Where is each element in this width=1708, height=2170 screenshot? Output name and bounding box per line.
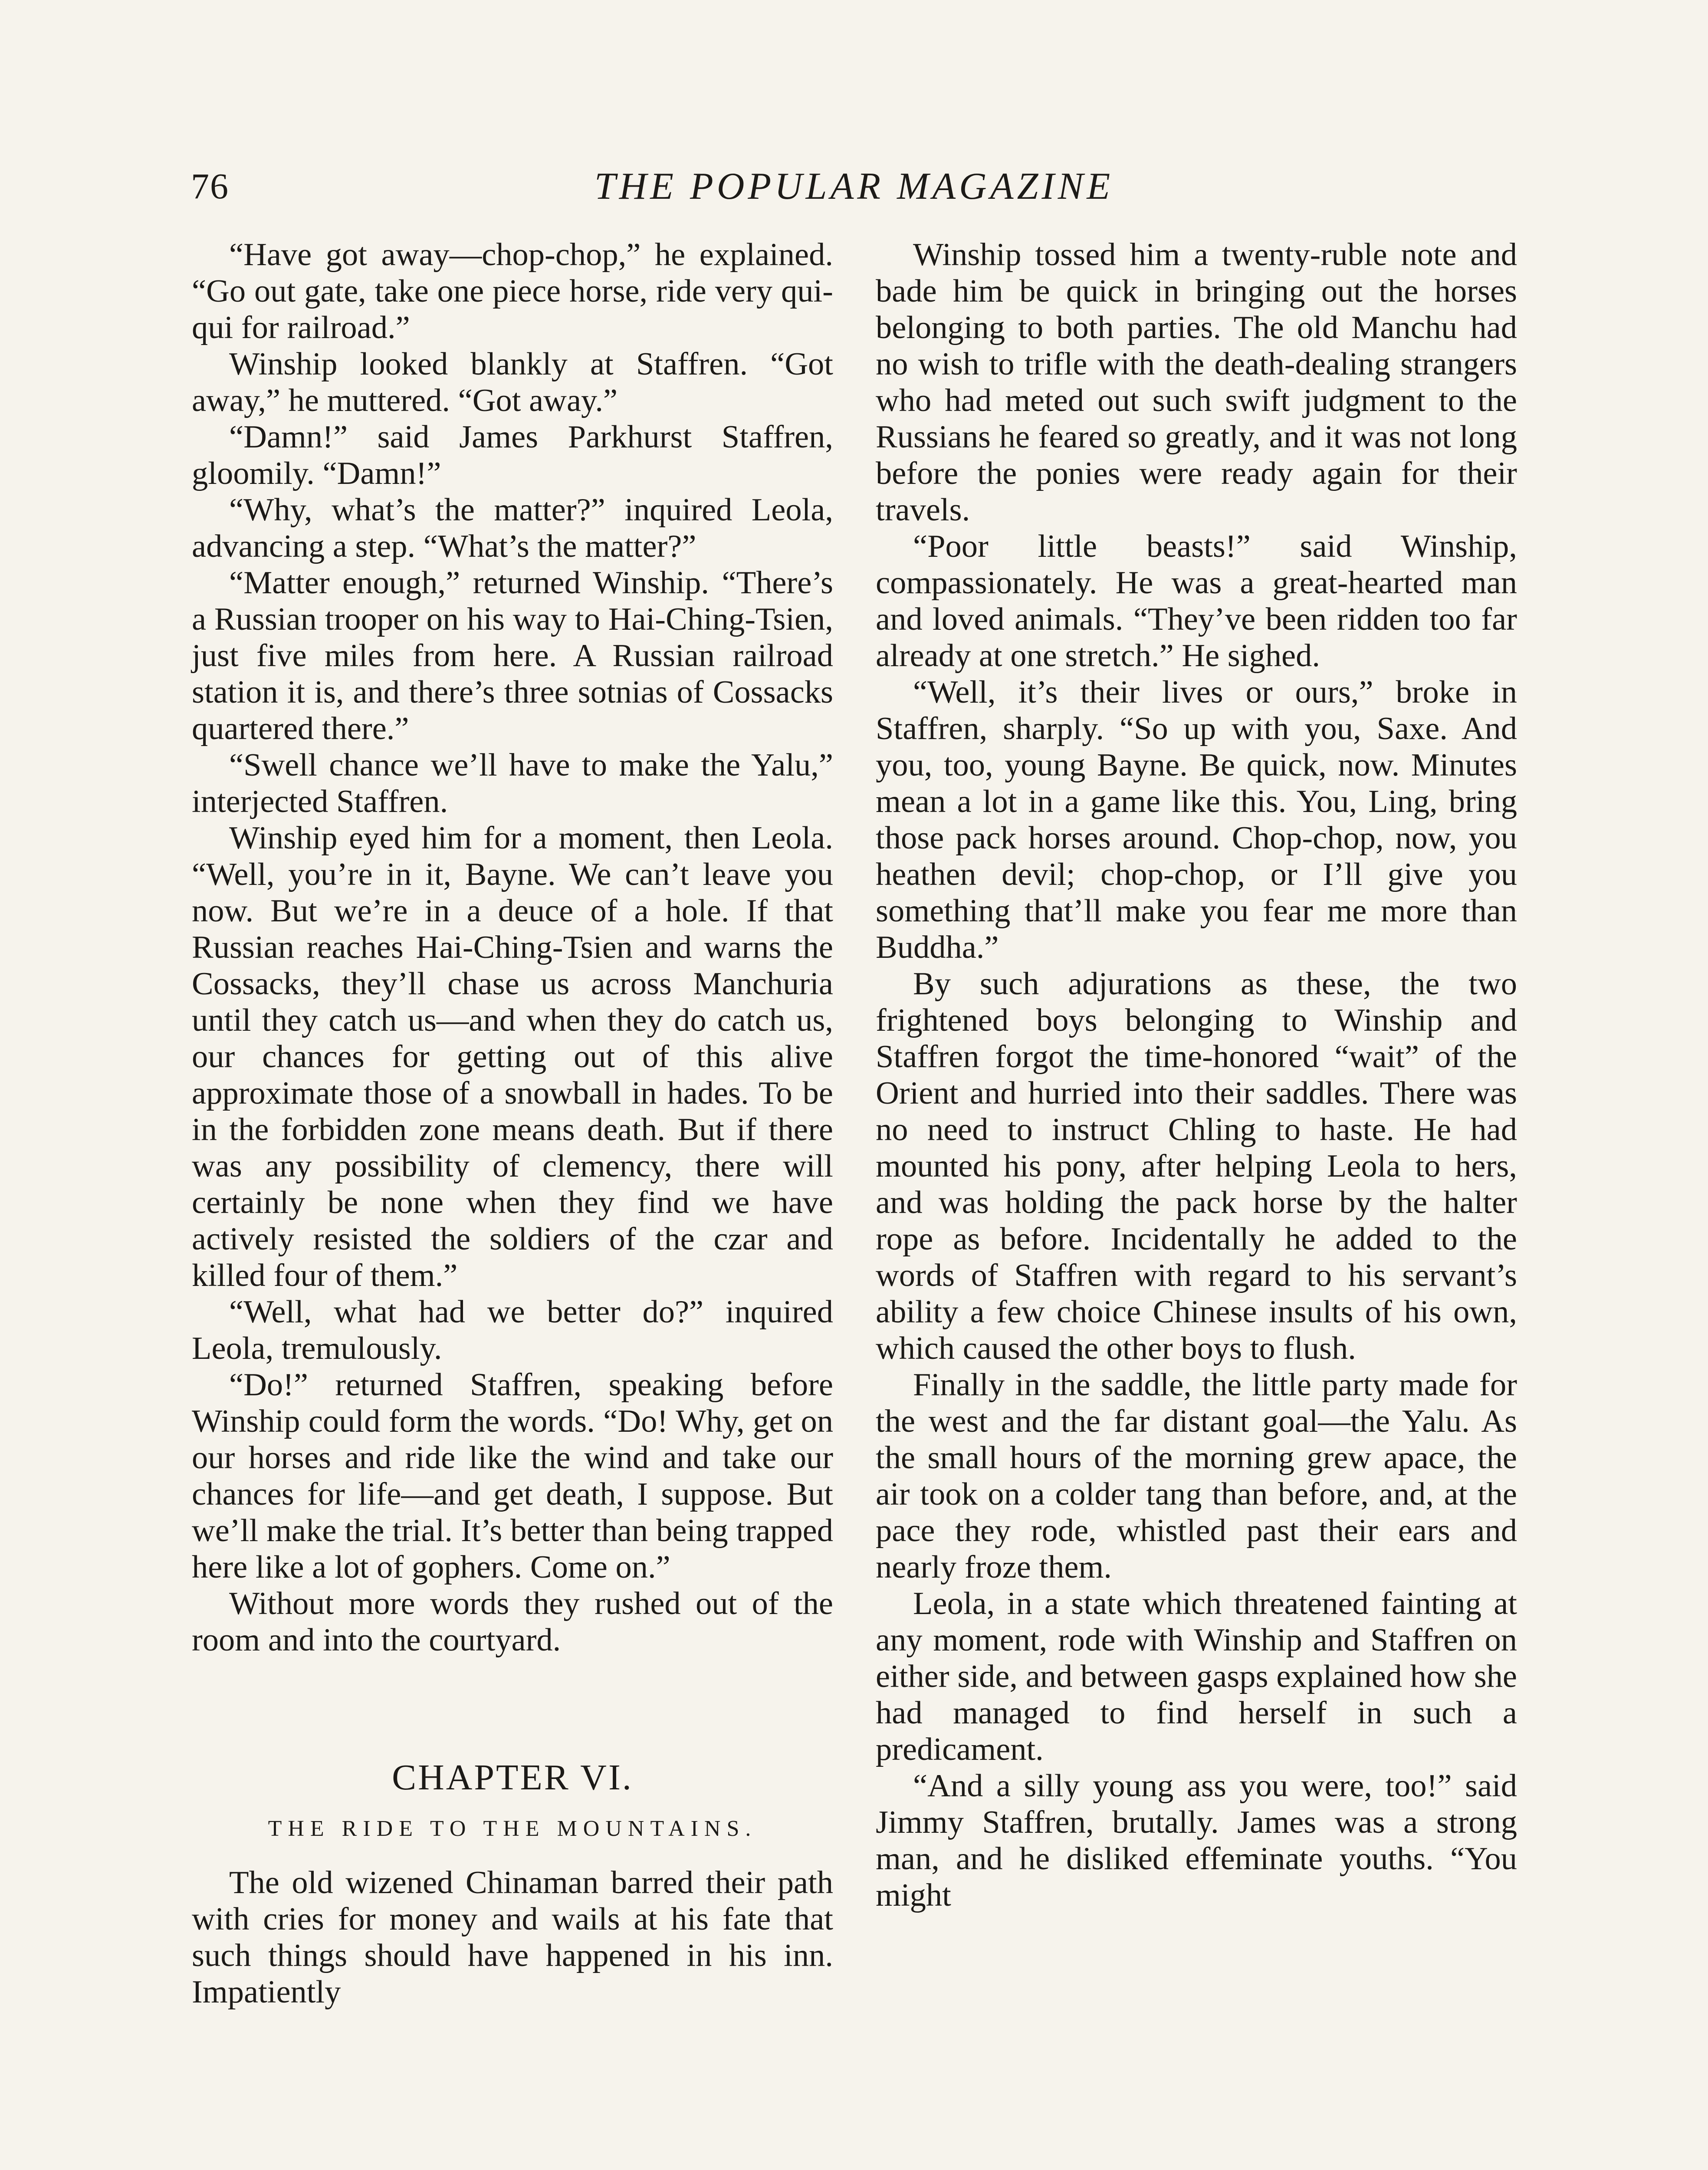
chapter-heading: CHAPTER VI. <box>392 1757 633 1798</box>
left-column <box>192 237 833 2010</box>
paragraph: “Swell chance we’ll have to make the Yalu,” interjected Staffren. <box>192 747 833 819</box>
paragraph: “Why, what’s the matter?” inquired Leola, advancing a step. “What’s the matter?” <box>192 492 833 564</box>
paragraph: “Matter enough,” returned Winship. “There’s a Russian trooper on his way to Hai-Ching-Tsien, just five miles from here. A Russian railroad station it is, and there’s three sotnias of Cossacks quartered there.” <box>192 565 833 746</box>
running-title: THE POPULAR MAGAZINE <box>594 165 1114 207</box>
paragraph: Finally in the saddle, the little party made for the west and the far distant goal—the Yalu. As the small hours of the morning grew apace, the air took on a colder tang than before, and, at the pace they rode, whistled past their ears and nearly froze them. <box>876 1367 1517 1585</box>
paragraph: The old wizened Chinaman barred their path with cries for money and wails at his fate that such things should have happened in his inn. Impatiently <box>192 1865 833 2010</box>
paragraph: Winship tossed him a twenty-ruble note and bade him be quick in bringing out the horses belonging to both parties. The old Manchu had no wish to trifle with the death-dealing strangers who had meted out such swift judgment to the Russians he feared so greatly, and it was not long before the ponies were ready again for their travels. <box>876 237 1517 528</box>
paragraph: Leola, in a state which threatened fainting at any moment, rode with Winship and Staffren on either side, and between gasps explained how she had managed to find herself in such a predicament. <box>876 1586 1517 1767</box>
right-column <box>876 237 1517 1914</box>
paragraph: “And a silly young ass you were, too!” said Jimmy Staffren, brutally. James was a strong man, and he disliked effeminate youths. “You might <box>876 1768 1517 1913</box>
chapter-subtitle: THE RIDE TO THE MOUNTAINS. <box>268 1816 757 1841</box>
paragraph: “Well, it’s their lives or ours,” broke in Staffren, sharply. “So up with you, Saxe. And you, too, young Bayne. Be quick, now. Minutes mean a lot in a game like this. You, Ling, bring those pack horses around. Chop-chop, now, you heathen devil; chop-chop, or I’ll give you something that’ll make you fear me more than Buddha.” <box>876 674 1517 965</box>
paragraph: Winship eyed him for a moment, then Leola. “Well, you’re in it, Bayne. We can’t leave you now. But we’re in a deuce of a hole. If that Russian reaches Hai-Ching-Tsien and warns the Cossacks, they’ll chase us across Manchuria until they catch us—and when they do catch us, our chances for getting out of this alive approximate those of a snowball in hades. To be in the forbidden zone means death. But if there was any possibility of clemency, there will certainly be none when they find we have actively resisted the soldiers of the czar and killed four of them.” <box>192 820 833 1293</box>
paragraph: “Damn!” said James Parkhurst Staffren, gloomily. “Damn!” <box>192 419 833 491</box>
paragraph: Winship looked blankly at Staffren. “Got away,” he muttered. “Got away.” <box>192 346 833 418</box>
paragraph: “Have got away—chop-chop,” he explained. “Go out gate, take one piece horse, ride very qui-qui for railroad.” <box>192 237 833 345</box>
page-number: 76 <box>191 166 229 207</box>
paragraph: “Poor little beasts!” said Winship, compassionately. He was a great-hearted man and loved animals. “They’ve been ridden too far already at one stretch.” He sighed. <box>876 529 1517 674</box>
paragraph: Without more words they rushed out of the room and into the courtyard. <box>192 1586 833 1658</box>
page-header <box>191 161 1517 213</box>
paragraph: “Do!” returned Staffren, speaking before Winship could form the words. “Do! Why, get on our horses and ride like the wind and take our chances for life—and get death, I suppose. But we’ll make the trial. It’s better than being trapped here like a lot of gophers. Come on.” <box>192 1367 833 1585</box>
paragraph: “Well, what had we better do?” inquired Leola, tremulously. <box>192 1294 833 1366</box>
paragraph: By such adjurations as these, the two frightened boys belonging to Winship and Staffren forgot the time-honored “wait” of the Orient and hurried into their saddles. There was no need to instruct Chling to haste. He had mounted his pony, after helping Leola to hers, and was holding the pack horse by the halter rope as before. Incidentally he added to the words of Staffren with regard to his servant’s ability a few choice Chinese insults of his own, which caused the other boys to flush. <box>876 966 1517 1366</box>
